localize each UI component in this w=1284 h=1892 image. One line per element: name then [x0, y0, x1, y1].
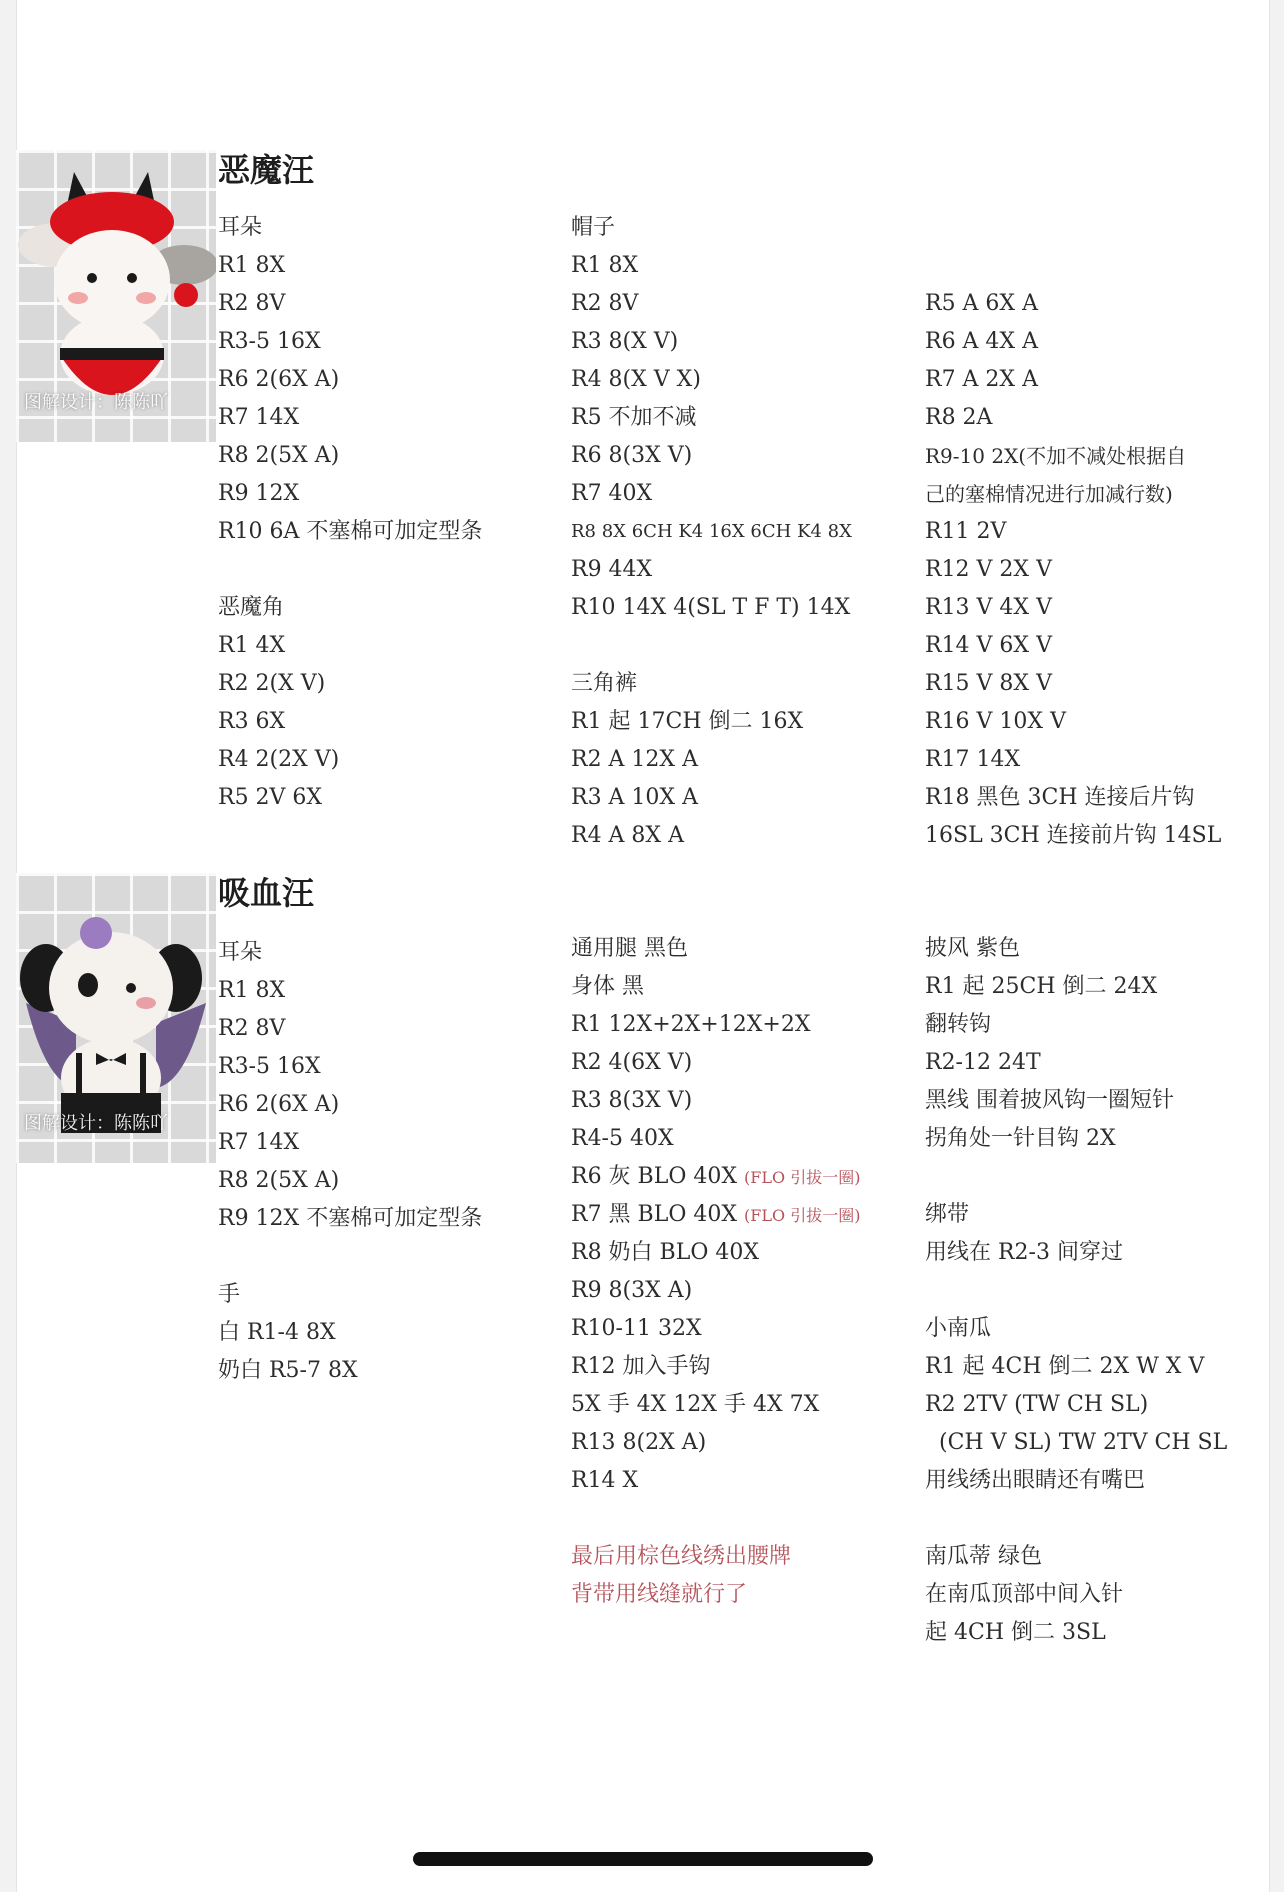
pattern-line: R5 2V 6X — [218, 785, 323, 810]
vampire-col-1 — [218, 934, 482, 1390]
pattern-line: 披风 紫色 — [925, 936, 1020, 961]
pattern-line — [571, 1158, 860, 1196]
pattern-line: R8 8X 6CH K4 16X 6CH K4 8X — [571, 521, 852, 542]
pattern-line: R13 V 4X V — [925, 595, 1052, 620]
pattern-line: R9 44X — [571, 557, 653, 582]
pattern-line: R8 2(5X A) — [218, 1168, 340, 1193]
pattern-line — [571, 1196, 860, 1234]
blush-right-shape — [136, 292, 156, 304]
pattern-line: R2 8V — [571, 291, 639, 316]
pattern-line: 帽子 — [571, 215, 616, 240]
eye-patch-shape — [78, 973, 98, 997]
pattern-line: 手 — [218, 1282, 241, 1307]
pattern-line: R4 A 8X A — [571, 823, 684, 848]
pattern-line: R4 8(X V X) — [571, 367, 701, 392]
pattern-line: 在南瓜顶部中间入针 — [925, 1582, 1124, 1607]
pattern-line: R10 6A 不塞棉可加定型条 — [218, 519, 483, 544]
pattern-line: R7 40X — [571, 481, 653, 506]
pattern-line: 用线绣出眼睛还有嘴巴 — [925, 1468, 1146, 1493]
pattern-line: R7 14X — [218, 1130, 300, 1155]
pattern-note: (FLO 引拔一圈) — [744, 1206, 861, 1225]
pattern-line: R6 8(3X V) — [571, 443, 693, 468]
watermark: 图解设计：陈陈吖 — [24, 1113, 168, 1134]
pattern-line: R4 2(2X V) — [218, 747, 340, 772]
spacer — [218, 1238, 482, 1276]
vampire-col-3 — [925, 930, 1227, 1652]
vampire-col-2 — [571, 930, 860, 1614]
pattern-line: 耳朵 — [218, 940, 263, 965]
pattern-line: R5 不加不减 — [571, 405, 697, 430]
pattern-line: R3 8(3X V) — [571, 1088, 693, 1113]
pattern-line: 身体 黑 — [571, 974, 644, 999]
strap-right-shape — [140, 1053, 146, 1098]
pattern-line: 翻转钩 — [925, 1012, 992, 1037]
head-shape — [49, 932, 173, 1044]
section-title-vampire-dog: 吸血汪 — [218, 874, 315, 912]
section-title-devil-dog: 恶魔汪 — [218, 151, 315, 189]
pattern-line: R13 8(2X A) — [571, 1430, 707, 1455]
blush-shape — [136, 997, 156, 1009]
pattern-line: R6 2(6X A) — [218, 367, 340, 392]
vampire-dog-photo — [16, 873, 216, 1163]
pattern-line: R8 2A — [925, 405, 993, 430]
pattern-line: R10 14X 4(SL T F T) 14X — [571, 595, 851, 620]
pattern-line: R4-5 40X — [571, 1126, 674, 1151]
right-edge — [1269, 0, 1284, 1892]
blush-left-shape — [68, 292, 88, 304]
flower-shape — [80, 917, 112, 949]
belt-shape — [60, 348, 164, 360]
pattern-line: R15 V 8X V — [925, 671, 1052, 696]
pattern-line: R1 起 25CH 倒二 24X — [925, 974, 1158, 999]
pattern-line: 小南瓜 — [925, 1316, 992, 1341]
pattern-line: R3 8(X V) — [571, 329, 679, 354]
pattern-note: (FLO 引拔一圈) — [744, 1168, 861, 1187]
pattern-line: R1 8X — [571, 253, 639, 278]
pattern-line: R1 8X — [218, 253, 286, 278]
eye-right-shape — [127, 273, 137, 283]
watermark: 图解设计：陈陈吖 — [24, 392, 168, 413]
pattern-line: 绑带 — [925, 1202, 970, 1227]
pattern-line: 三角裤 — [571, 671, 638, 696]
pattern-line: R7 14X — [218, 405, 300, 430]
eye-left-shape — [87, 273, 97, 283]
pattern-line: R1 4X — [218, 633, 286, 658]
pattern-line: R12 V 2X V — [925, 557, 1052, 582]
pattern-line: R9-10 2X(不加不减处根据自 — [925, 444, 1187, 468]
pattern-line: R2-12 24T — [925, 1050, 1041, 1075]
pattern-line: 己的塞棉情况进行加减行数) — [925, 482, 1173, 506]
strap-left-shape — [76, 1053, 82, 1098]
pattern-line: R2 8V — [218, 291, 286, 316]
spacer — [925, 1500, 1227, 1538]
pattern-line: 拐角处一针目钩 2X — [925, 1126, 1116, 1151]
pattern-line: (CH V SL) TW 2TV CH SL — [925, 1430, 1228, 1455]
pattern-line: R11 2V — [925, 519, 1007, 544]
pattern-line: R9 8(3X A) — [571, 1278, 693, 1303]
pattern-line: R12 加入手钩 — [571, 1354, 711, 1379]
left-edge — [0, 0, 17, 1892]
pattern-line: R3-5 16X — [218, 329, 321, 354]
devil-col-1 — [218, 209, 482, 817]
eye-right-shape — [126, 983, 136, 993]
spacer — [218, 551, 482, 589]
devil-col-2 — [571, 209, 852, 855]
pattern-line: 起 4CH 倒二 3SL — [925, 1620, 1106, 1645]
pattern-line: 恶魔角 — [218, 595, 285, 620]
pattern-line: R7 A 2X A — [925, 367, 1038, 392]
pattern-line: R14 V 6X V — [925, 633, 1052, 658]
pattern-line: 5X 手 4X 12X 手 4X 7X — [571, 1392, 820, 1417]
pattern-line: R1 8X — [218, 978, 286, 1003]
pattern-line: R3 6X — [218, 709, 286, 734]
pattern-line: 奶白 R5-7 8X — [218, 1358, 358, 1383]
pattern-line: R8 奶白 BLO 40X — [571, 1240, 760, 1265]
pattern-line: 通用腿 黑色 — [571, 936, 688, 961]
pattern-line: R2 4(6X V) — [571, 1050, 693, 1075]
pattern-line: R2 2TV (TW CH SL) — [925, 1392, 1149, 1417]
pattern-line: R18 黑色 3CH 连接后片钩 — [925, 785, 1195, 810]
pattern-line: 黑线 围着披风钩一圈短针 — [925, 1088, 1174, 1113]
spacer — [571, 627, 852, 665]
pattern-line: R5 A 6X A — [925, 291, 1038, 316]
pattern-line: R2 A 12X A — [571, 747, 698, 772]
pattern-text: R7 黑 BLO 40X — [571, 1202, 738, 1227]
pattern-line: R14 X — [571, 1468, 639, 1493]
heart-shape — [174, 283, 198, 307]
pattern-line: R8 2(5X A) — [218, 443, 340, 468]
pattern-line: R2 2(X V) — [218, 671, 326, 696]
note-line: 背带用线缝就行了 — [571, 1582, 748, 1607]
pattern-line: R10-11 32X — [571, 1316, 702, 1341]
pattern-line: R6 A 4X A — [925, 329, 1038, 354]
devil-dog-photo — [16, 150, 216, 442]
pattern-line: 白 R1-4 8X — [218, 1320, 336, 1345]
pattern-line: 用线在 R2-3 间穿过 — [925, 1240, 1123, 1265]
spacer — [925, 1272, 1227, 1310]
pattern-line: R2 8V — [218, 1016, 286, 1041]
devil-col-3 — [925, 285, 1221, 855]
note-line: 最后用棕色线绣出腰牌 — [571, 1544, 792, 1569]
pattern-line: R9 12X 不塞棉可加定型条 — [218, 1206, 483, 1231]
pattern-line: R3 A 10X A — [571, 785, 698, 810]
pattern-line: R1 12X+2X+12X+2X — [571, 1012, 811, 1037]
pattern-text: R6 灰 BLO 40X — [571, 1164, 738, 1189]
pattern-line: R17 14X — [925, 747, 1021, 772]
spacer — [925, 1158, 1227, 1196]
pattern-line: 南瓜蒂 绿色 — [925, 1544, 1042, 1569]
home-indicator[interactable] — [413, 1852, 873, 1866]
pattern-line: R9 12X — [218, 481, 300, 506]
pattern-line: R1 起 17CH 倒二 16X — [571, 709, 804, 734]
pattern-line: R6 2(6X A) — [218, 1092, 340, 1117]
pattern-line: 耳朵 — [218, 215, 263, 240]
pattern-line: R3-5 16X — [218, 1054, 321, 1079]
pattern-line: R1 起 4CH 倒二 2X W X V — [925, 1354, 1205, 1379]
pattern-line: 16SL 3CH 连接前片钩 14SL — [925, 823, 1222, 848]
pattern-line: R16 V 10X V — [925, 709, 1066, 734]
spacer — [571, 1500, 860, 1538]
